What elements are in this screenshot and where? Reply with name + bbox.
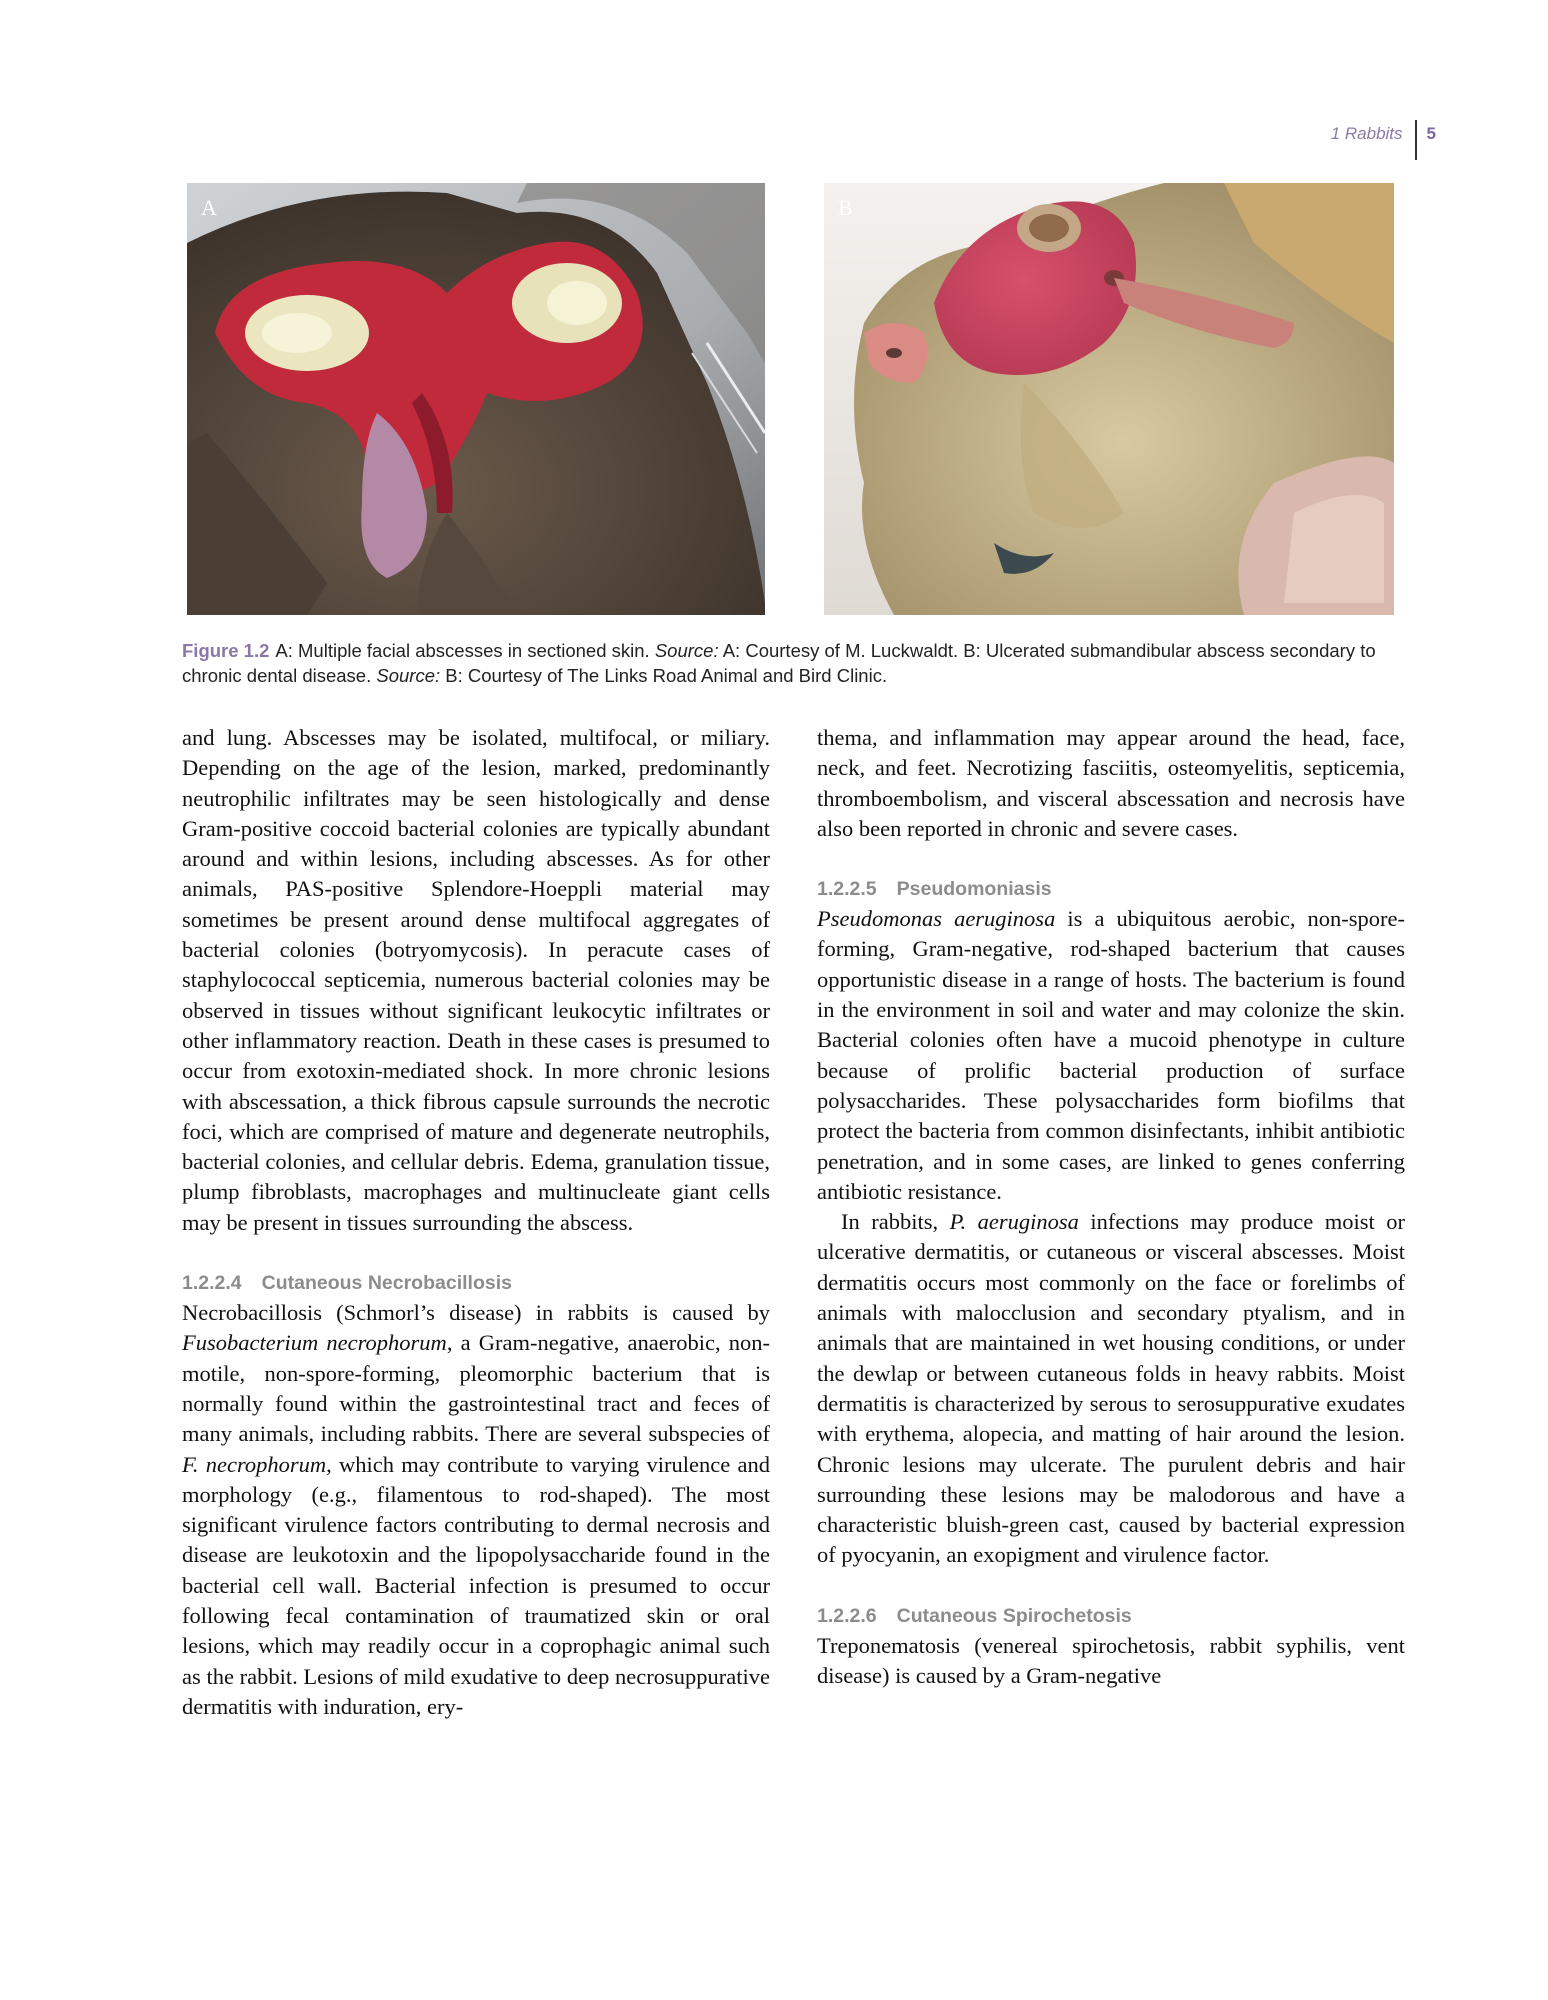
text-run: In rabbits, bbox=[841, 1209, 950, 1235]
section-heading-1-2-2-4 bbox=[182, 1268, 770, 1298]
caption-text-2: A: Courtesy of M. Luckwaldt. B: Ulcerated submandibular abscess secondary to chronic dental disease. bbox=[182, 640, 1376, 686]
abscess-photo-a bbox=[187, 183, 765, 615]
text-run: infections may produce moist or ulcerative dermatitis, or cutaneous or visceral abscesses. Moist dermatitis occurs most commonly on the face or forelimbs of animals with malocclusion and secondary ptyalism, and in animals that are maintained in wet housing conditions, or under the dewlap or between cutaneous folds in heavy rabbits. Moist dermatitis is characterized by serous to serosuppurative exudates with erythema, alopecia, and matting of hair around the lesion. Chronic lesions may ulcerate. The purulent debris and hair surrounding these lesions may be malodorous and have a characteristic bluish-green cast, caused by bacterial expression of pyocyanin, an exopigment and virulence factor. bbox=[817, 1209, 1405, 1568]
species-name: Fusobacterium necrophorum bbox=[182, 1330, 447, 1356]
section-heading-1-2-2-5 bbox=[817, 874, 1405, 904]
species-name: Pseudomonas aeruginosa bbox=[817, 906, 1056, 932]
paragraph: and lung. Abscesses may be isolated, multifocal, or miliary. Depending on the age of the lesion, marked, predominantly neutrophilic infiltrates may be seen histologically and dense Gram-positive coccoid bacterial colonies are typically abundant around and within lesions, including abscesses. As for other animals, PAS-positive Splendore-Hoeppli material may sometimes be present around dense multifocal aggregates of bacterial colonies (botryomycosis). In peracute cases of staphylococcal septicemia, numerous bacterial colonies may be observed in tissues without significant leukocytic infiltrates or other inflammatory reaction. Death in these cases is presumed to occur from exotoxin-mediated shock. In more chronic lesions with abscessation, a thick fibrous capsule surrounds the necrotic foci, which are comprised of mature and degenerate neutrophils, bacterial colonies, and cellular debris. Edema, granulation tissue, plump fibroblasts, macrophages and multinucleate giant cells may be present in tissues surrounding the abscess. bbox=[182, 725, 770, 1235]
section-heading-1-2-2-6 bbox=[817, 1601, 1405, 1631]
species-name: P. aeruginosa bbox=[949, 1209, 1079, 1235]
paragraph bbox=[817, 904, 1405, 1207]
section-title: Cutaneous Spirochetosis bbox=[896, 1604, 1132, 1627]
figure-photo-b bbox=[824, 183, 1394, 615]
section-number: 1.2.2.5 bbox=[817, 878, 877, 901]
paragraph bbox=[182, 1298, 770, 1722]
text-run: Necrobacillosis (Schmorl’s disease) in rabbits is caused by bbox=[182, 1300, 770, 1326]
panel-label-a: A bbox=[201, 195, 217, 220]
figure-label: Figure 1.2 bbox=[182, 640, 270, 661]
text-run: , a Gram-negative, anaerobic, non-motile, non-spore-forming, pleomorphic bacterium that is normally found within the gastrointestinal tract and feces of many animals, including rabbits. There are several subspecies of bbox=[182, 1330, 770, 1447]
right-column bbox=[817, 723, 1405, 1691]
caption-source-word-2: Source: bbox=[376, 665, 441, 686]
paragraph: thema, and inflammation may appear around the head, face, neck, and feet. Necrotizing fasciitis, osteomyelitis, septicemia, thromboembolism, and visceral abscessation and necrosis have also been reported in chronic and severe cases. bbox=[817, 725, 1405, 841]
section-title: Cutaneous Necrobacillosis bbox=[261, 1272, 512, 1295]
left-column bbox=[182, 723, 770, 1722]
text-run: , which may contribute to varying virulence and morphology (e.g., filamentous to rod-shaped). The most significant virulence factors contributing to dermal necrosis and disease are leukotoxin and the lipopolysaccharide found in the bacterial cell wall. Bacterial infection is presumed to occur following fecal contamination of traumatized skin or oral lesions, which may readily occur in a coprophagic animal such as the rabbit. Lesions of mild exudative to deep necrosuppurative dermatitis with induration, ery- bbox=[182, 1451, 770, 1719]
caption-text-3: B: Courtesy of The Links Road Animal and Bird Clinic. bbox=[440, 665, 888, 686]
species-name: F. necrophorum bbox=[182, 1451, 327, 1477]
chapter-title: 1 Rabbits bbox=[1330, 124, 1403, 143]
abscess-photo-b bbox=[824, 183, 1394, 615]
figure-caption bbox=[182, 638, 1402, 688]
caption-text-1: A: Multiple facial abscesses in sectioned skin. bbox=[275, 640, 655, 661]
paragraph bbox=[817, 1207, 1405, 1571]
panel-label-b: B bbox=[838, 195, 853, 220]
paragraph: Treponematosis (venereal spirochetosis, rabbit syphilis, vent disease) is caused by a Gram-negative bbox=[817, 1632, 1405, 1689]
caption-source-word-1: Source: bbox=[654, 640, 719, 661]
section-title: Pseudomoniasis bbox=[896, 878, 1052, 901]
section-number: 1.2.2.6 bbox=[817, 1604, 877, 1627]
text-run: is a ubiquitous aerobic, non-spore-forming, Gram-negative, rod-shaped bacterium that causes opportunistic disease in a range of hosts. The bacterium is found in the environment in soil and water and may colonize the skin. Bacterial colonies often have a mucoid phenotype in culture because of prolific bacterial production of surface polysaccharides. These polysaccharides form biofilms that protect the bacteria from common disinfectants, inhibit antibiotic penetration, and in some cases, are linked to genes conferring antibiotic resistance. bbox=[817, 906, 1405, 1204]
figure-photo-a bbox=[187, 183, 765, 615]
page-number: 5 bbox=[1426, 124, 1436, 143]
section-number: 1.2.2.4 bbox=[182, 1272, 242, 1295]
running-head bbox=[1331, 120, 1436, 160]
